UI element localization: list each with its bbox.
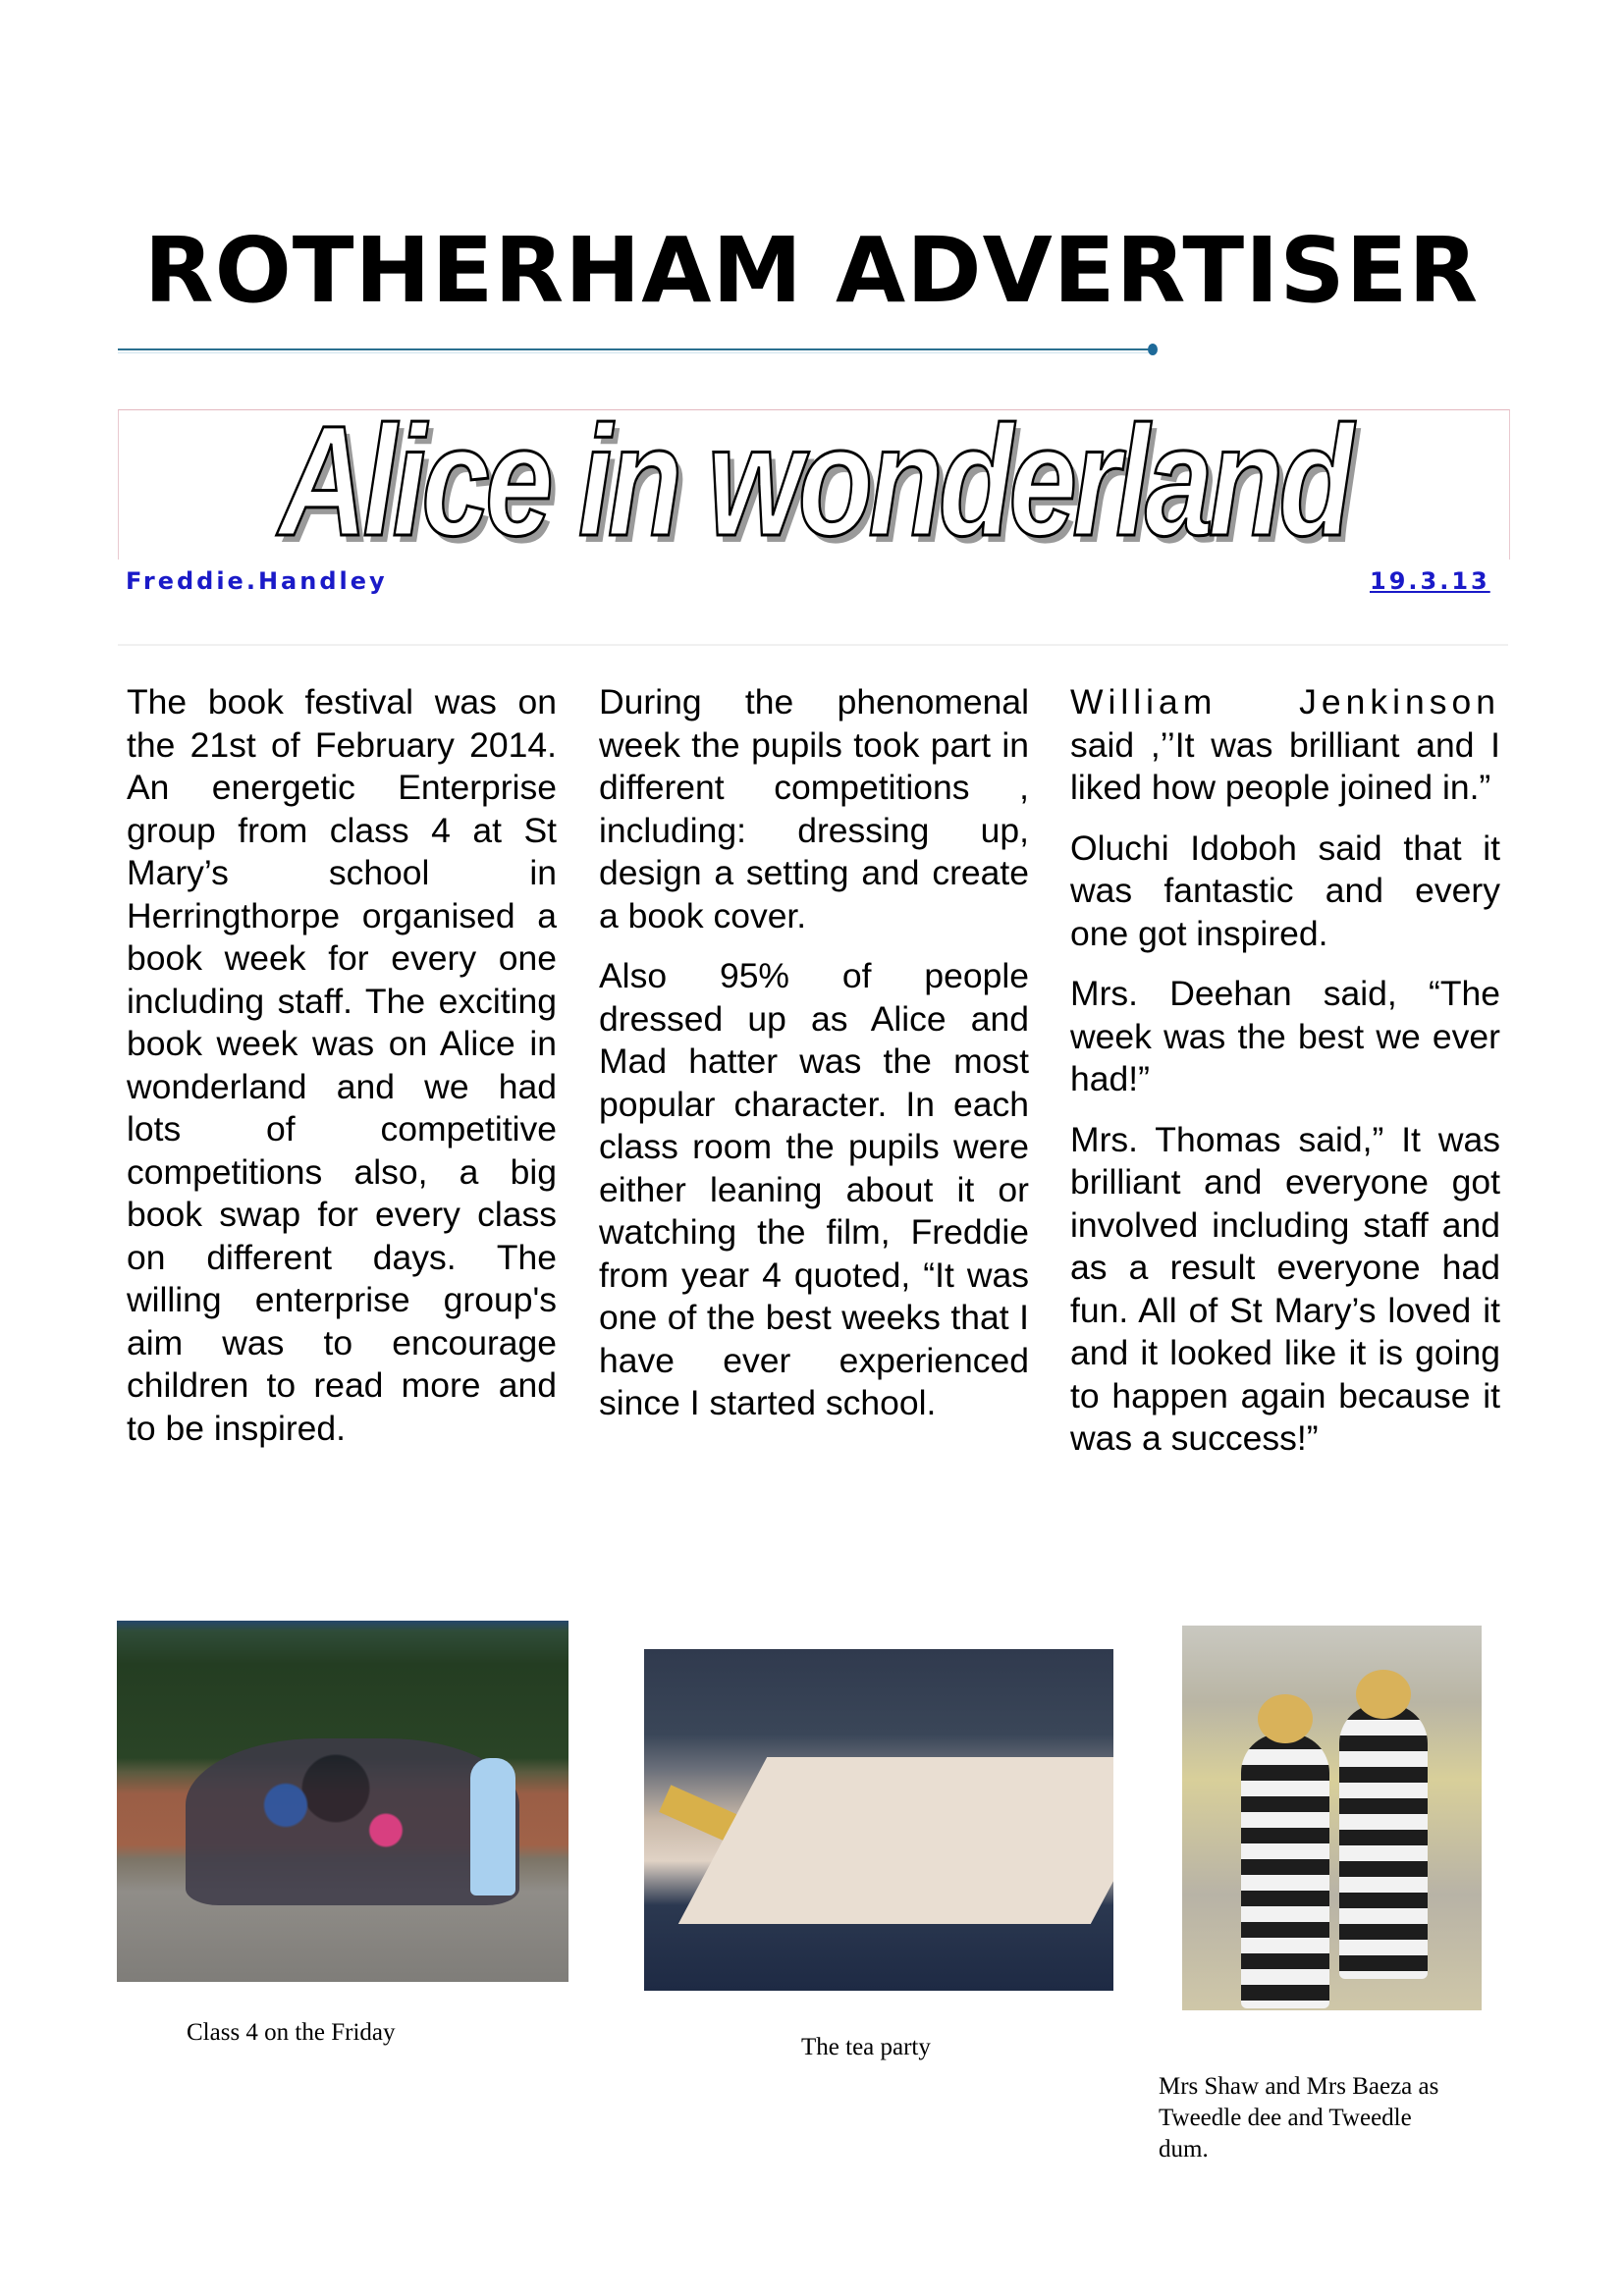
- photo-group-figures: [186, 1738, 519, 1905]
- article-column-1: [127, 681, 557, 1468]
- paragraph: The book festival was on the 21st of February 2014. An energetic Enterprise group from class 4 at St Mary’s school in Herringthorpe organised a book week for every one including staff. The exciting book week was on Alice in wonderland and we had lots of competitive competitions also, a big book swap for every class on different days. The willing enterprise group's aim was to encourage children to read more and to be inspired.: [127, 682, 557, 1448]
- photo-tweedle-figure: [1241, 1734, 1329, 2008]
- paragraph: Oluchi Idoboh said that it was fantastic and every one got inspired.: [1070, 828, 1500, 953]
- photo-class-4: [117, 1621, 568, 1982]
- headline-box: [118, 393, 1510, 568]
- paragraph: [1070, 681, 1500, 810]
- paragraph: Mrs. Thomas said,” It was brilliant and everyone got involved including staff and as a result everyone had fun. All of St Mary’s loved it and it looked like it is going to happen again because it was a success!”: [1070, 1119, 1500, 1458]
- quote-text: said ,’’It was brilliant and I liked how people joined in.”: [1070, 724, 1500, 807]
- photo-caption: Mrs Shaw and Mrs Baeza as Tweedle dee and Tweedle dum.: [1159, 2073, 1439, 2163]
- photo-caption: Class 4 on the Friday: [187, 2019, 396, 2046]
- byline: Freddie.Handley: [126, 567, 388, 595]
- paragraph: Also 95% of people dressed up as Alice and Mad hatter was the most popular character. In each class room the pupils were either leaning about it or watching the film, Freddie from year 4 quoted, “It was one of the best weeks that I have ever experienced since I started school.: [599, 956, 1029, 1422]
- photo-alice-figure: [470, 1758, 515, 1896]
- photo-tea-party: [644, 1649, 1113, 1991]
- paragraph: During the phenomenal week the pupils took part in different competitions , including: dressing up, design a setting and create a book cover.: [599, 682, 1029, 935]
- quoted-name: William Jenkinson: [1070, 682, 1500, 721]
- article-column-3: [1070, 681, 1500, 1478]
- dateline: 19.3.13: [1370, 567, 1490, 595]
- headline: Alice in wonderland: [279, 393, 1349, 568]
- masthead-title: ROTHERHAM ADVERTISER: [143, 218, 1480, 323]
- header-separator: [118, 644, 1508, 646]
- photo-tweedle-figure: [1339, 1704, 1428, 1979]
- photo-wig: [1356, 1670, 1411, 1719]
- article-column-2: [599, 681, 1029, 1443]
- photo-wig: [1258, 1694, 1313, 1743]
- masthead-rule-shadow: [118, 352, 1149, 353]
- masthead-rule: [118, 348, 1149, 350]
- photo-table: [678, 1757, 1113, 1924]
- photo-caption: The tea party: [801, 2034, 931, 2060]
- photo-tweedles: [1182, 1626, 1482, 2010]
- paragraph: Mrs. Deehan said, “The week was the best we ever had!”: [1070, 974, 1500, 1098]
